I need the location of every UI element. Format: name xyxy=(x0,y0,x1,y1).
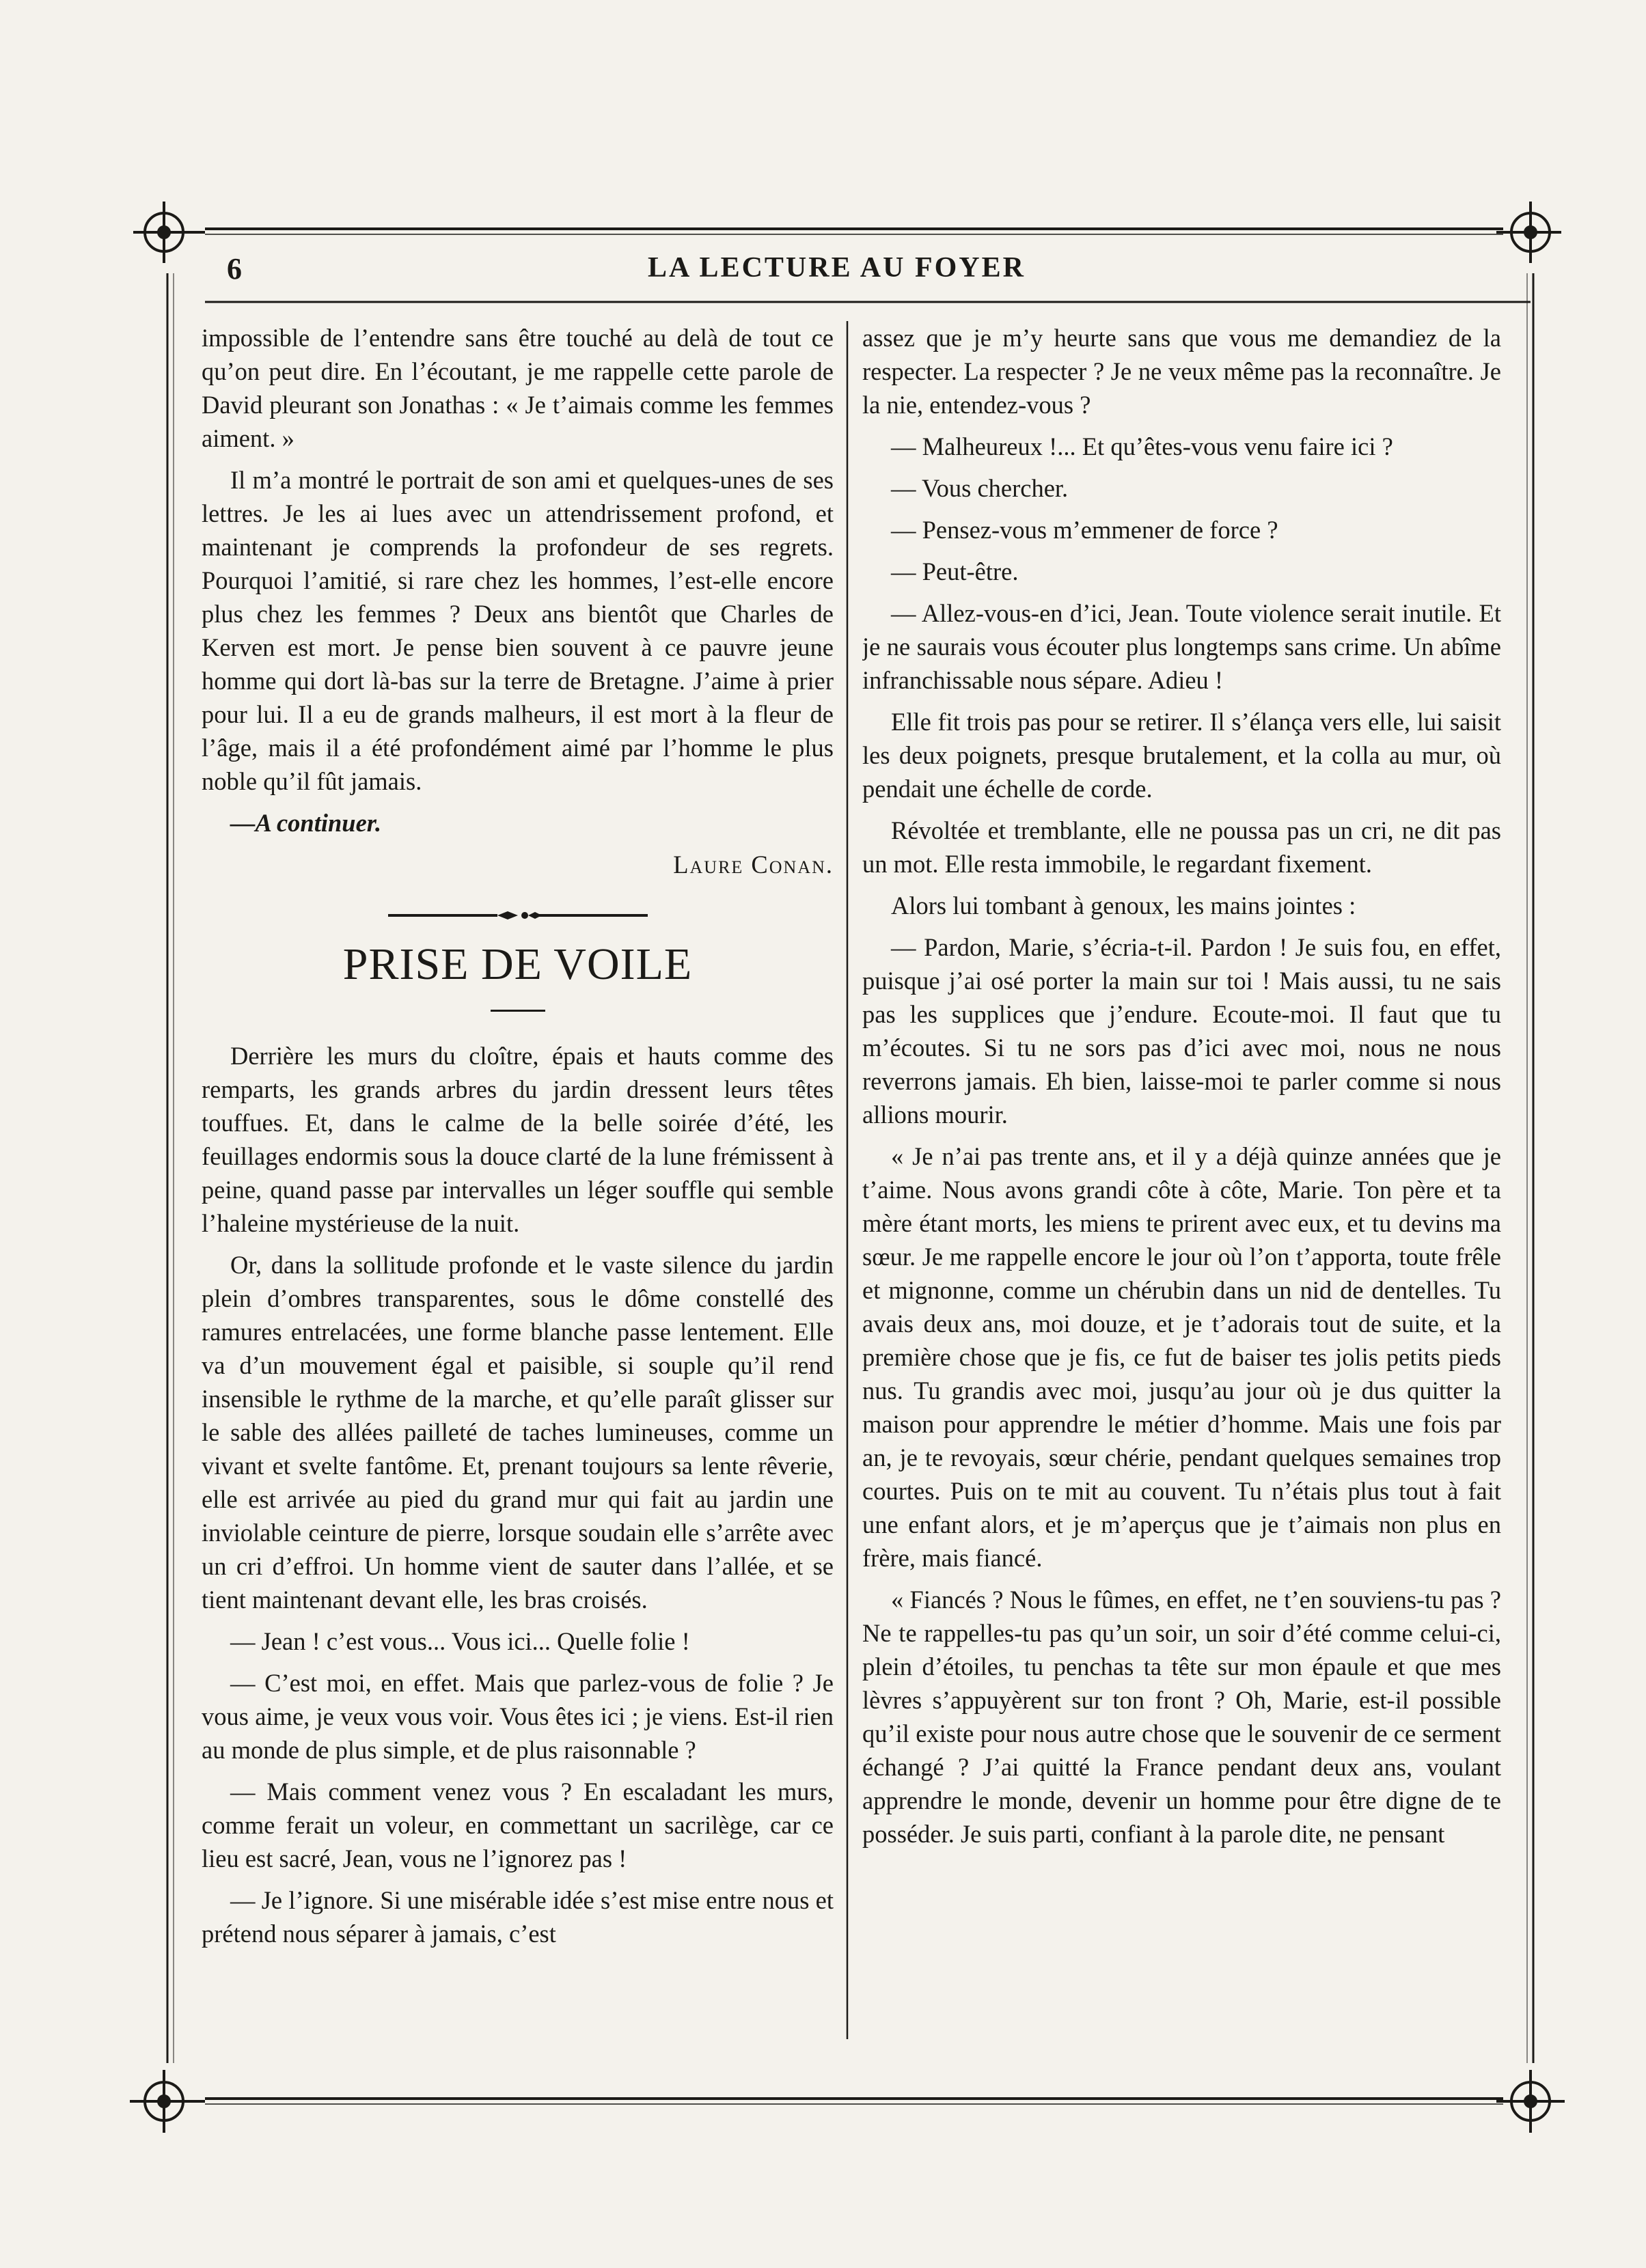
continuation-note: —A continuer. xyxy=(230,809,382,837)
paragraph: Elle fit trois pas pour se retirer. Il s’élança vers elle, lui saisit les deux poignets, presque brutalement, et la colla au mur, où pendait une échelle de corde. xyxy=(862,708,1501,803)
paragraph: — Pardon, Marie, s’écria-t-il. Pardon ! Je suis fou, en effet, puisque j’ai osé porter la main sur toi ! Mais aussi, tu ne sais pas les supplices que j’endure. Ecoute-moi. Il faut que tu m’écoutes. Si tu ne sors pas d’ici avec moi, nous ne nous reverrons jamais. Eh bien, laisse-moi te parler comme si nous allions mourir. xyxy=(862,933,1501,1129)
left-column xyxy=(202,321,834,2029)
corner-ornament-bottom-right xyxy=(1496,2070,1565,2133)
paragraph: — Peut-être. xyxy=(891,557,1019,585)
running-head xyxy=(205,251,1468,292)
corner-ornament-top-left xyxy=(133,202,205,263)
author-signature: Laure Conan. xyxy=(673,850,834,879)
paragraph: — Je l’ignore. Si une misérable idée s’est mise entre nous et prétend nous séparer à jamais, c’est xyxy=(202,1886,834,1948)
paragraph: — Pensez-vous m’emmener de force ? xyxy=(891,516,1278,544)
paragraph: Derrière les murs du cloître, épais et hauts comme des remparts, les grands arbres du jardin dressent leurs têtes touffues. Et, dans le calme de la belle soirée d’été, les feuillages endormis sous la douce clarté de la lune frémissent à peine, quand passe par intervalles un léger souffle qui semble l’haleine mystérieuse de la nuit. xyxy=(202,1042,834,1237)
paragraph: — Allez-vous-en d’ici, Jean. Toute violence serait inutile. Et je ne saurais vous écouter plus longtemps sans crime. Un abîme infranchissable nous sépare. Adieu ! xyxy=(862,599,1501,694)
paragraph: Or, dans la sollitude profonde et le vaste silence du jardin plein d’ombres transparentes, sous le dôme constellé des ramures entrelacées, une forme blanche passe lentement. Elle va d’un mouvement égal et paisible, si souple qu’il rend insensible le rythme de la marche, et qu’elle paraît glisser sur le sable des allées pailleté de taches lumineuses, comme un vivant et svelte fantôme. Et, prenant toujours sa lente rêverie, elle est arrivée au pied du grand mur qui fait au jardin une inviolable ceinture de pierre, lorsque soudain elle s’arrête avec un cri d’effroi. Un homme vient de sauter dans l’allée, et se tient maintenant devant elle, les bras croisés. xyxy=(202,1251,834,1614)
paragraph: impossible de l’entendre sans être touché au delà de tout ce qu’on peut dire. En l’écoutant, je me rappelle cette parole de David pleurant son Jonathas : « Je t’aimais comme les femmes aiment. » xyxy=(202,324,834,452)
page-number: 6 xyxy=(227,252,242,286)
paragraph: assez que je m’y heurte sans que vous me demandiez de la respecter. La respecter ? Je ne veux même pas la reconnaître. Je la nie, entendez-vous ? xyxy=(862,324,1501,419)
corner-ornament-top-right xyxy=(1496,202,1561,263)
paragraph: — Jean ! c’est vous... Vous ici... Quelle folie ! xyxy=(230,1627,690,1655)
ornamental-divider xyxy=(388,909,648,922)
article-title: PRISE DE VOILE xyxy=(342,939,693,989)
title-divider xyxy=(491,1010,545,1012)
paragraph: Alors lui tombant à genoux, les mains jointes : xyxy=(891,891,1356,919)
right-column xyxy=(862,321,1501,2029)
paragraph: — Vous chercher. xyxy=(891,474,1069,502)
paragraph: « Fiancés ? Nous le fûmes, en effet, ne t’en souviens-tu pas ? Ne te rappelles-tu pas qu’un soir, un soir d’été comme celui-ci, plein d’étoiles, tu penchas ta tête sur mon épaule et que mes lèvres s’appuyèrent sur ton front ? Oh, Marie, est-il possible qu’il existe pour nous autre chose que le souvenir de ce serment échangé ? J’ai quitté la France pendant deux ans, voulant apprendre le monde, devenir un homme pour être digne de te posséder. Je suis parti, confiant à la parole dite, ne pensant xyxy=(862,1586,1501,1848)
paragraph: Révoltée et tremblante, elle ne poussa pas un cri, ne dit pas un mot. Elle resta immobile, le regardant fixement. xyxy=(862,816,1501,878)
paragraph: — Malheureux !... Et qu’êtes-vous venu faire ici ? xyxy=(891,432,1393,460)
journal-title: LA LECTURE AU FOYER xyxy=(648,252,1026,284)
paragraph: — C’est moi, en effet. Mais que parlez-vous de folie ? Je vous aime, je veux vous voir. Vous êtes ici ; je viens. Est-il rien au monde de plus simple, et de plus raisonnable ? xyxy=(202,1669,834,1764)
corner-ornament-bottom-left xyxy=(130,2070,205,2133)
paragraph: — Mais comment venez vous ? En escaladant les murs, comme ferait un voleur, en commettant un sacrilège, car ce lieu est sacré, Jean, vous ne l’ignorez pas ! xyxy=(202,1778,834,1872)
paragraph: « Je n’ai pas trente ans, et il y a déjà quinze années que je t’aime. Nous avons grandi côte à côte, Marie. Ton père et ta mère étant morts, les miens te prirent avec eux, et tu devins ma sœur. Je me rappelle encore le jour où l’on t’apporta, toute frêle et mignonne, comme un chérubin dans un nid de dentelles. Tu avais deux ans, moi douze, et je t’adorais tout de suite, et la première chose que je fis, ce fut de baiser tes jolis petits pieds nus. Tu grandis avec moi, jusqu’au jour où je dus quitter la maison pour apprendre le métier d’homme. Mais une fois par an, je te revoyais, sœur chérie, pendant quelques semaines trop courtes. Puis on te mit au couvent. Tu n’étais plus tout à fait une enfant alors, et je m’aperçus que je t’aimais non plus en frère, mais fiancé. xyxy=(862,1142,1501,1572)
paragraph: Il m’a montré le portrait de son ami et quelques-unes de ses lettres. Je les ai lues avec un attendrissement profond, et maintenant je comprends la profondeur de ses regrets. Pourquoi l’amitié, si rare chez les hommes, l’est-elle encore plus chez les femmes ? Deux ans bientôt que Charles de Kerven est mort. Je pense bien souvent à ce pauvre jeune homme qui dort là-bas sur la terre de Bretagne. J’aime à prier pour lui. Il a eu de grands malheurs, il est mort à la fleur de l’âge, mais il a été profondément aimé par l’homme le plus noble qu’il fût jamais. xyxy=(202,466,834,795)
